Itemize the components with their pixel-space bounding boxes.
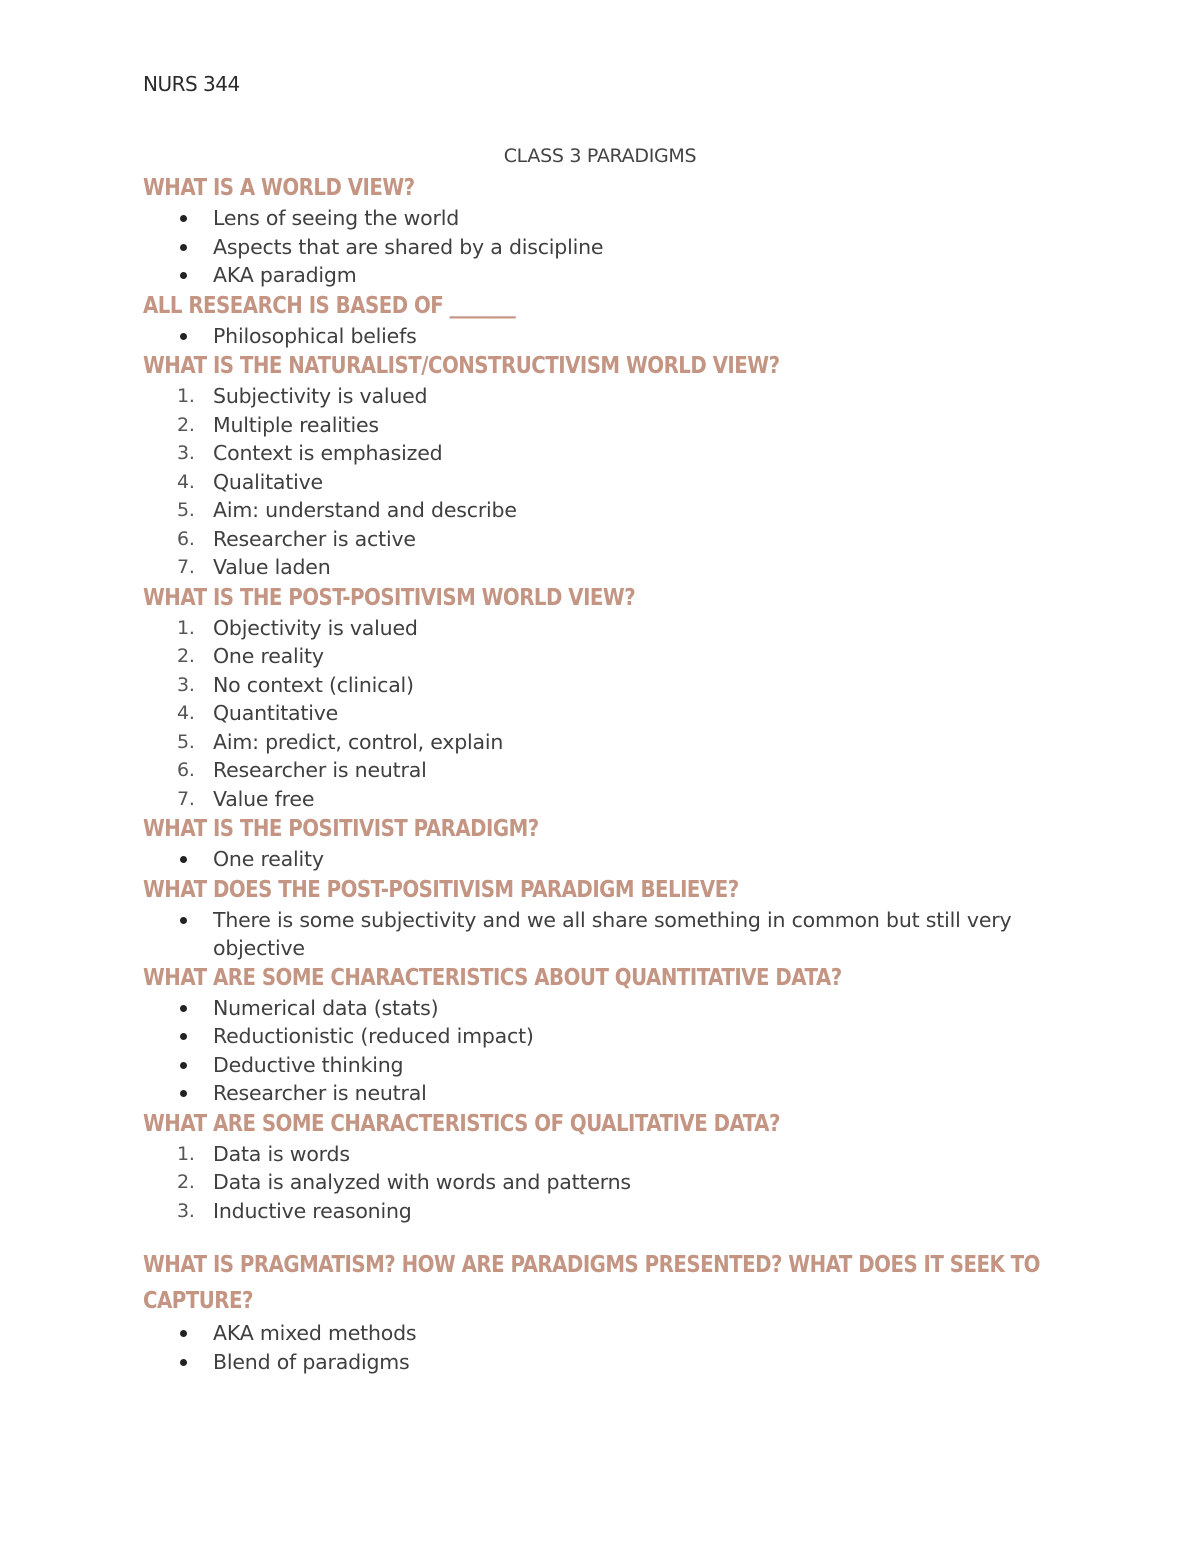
list-item: [143, 906, 1073, 962]
section-heading: WHAT DOES THE POST-POSITIVISM PARADIGM BELIEVE?: [143, 876, 739, 903]
bullet-list: [143, 845, 1073, 874]
bullet-icon: [180, 1330, 187, 1337]
list-item: [143, 1051, 1073, 1080]
list-item-text: Aspects that are shared by a discipline: [213, 234, 604, 259]
bullet-list: [143, 994, 1073, 1108]
list-number: 3.: [177, 442, 195, 464]
list-number: 1.: [177, 616, 195, 639]
list-item: [143, 1319, 1073, 1348]
list-item-text: Aim: predict, control, explain: [213, 729, 504, 754]
list-number: 5.: [177, 730, 195, 753]
list-item-text: Blend of paradigms: [213, 1349, 410, 1374]
numbered-list: [143, 1140, 1073, 1226]
list-item: [143, 728, 1073, 757]
list-item: [143, 261, 1073, 290]
bullet-icon: [180, 917, 187, 924]
bullet-icon: [180, 856, 187, 863]
notes-content: [143, 172, 1073, 1376]
section-heading: WHAT ARE SOME CHARACTERISTICS ABOUT QUANTITATIVE DATA?: [143, 964, 842, 991]
bullet-icon: [180, 215, 187, 222]
list-item-text: Inductive reasoning: [213, 1198, 412, 1223]
list-item-text: Researcher is active: [213, 526, 416, 551]
bullet-icon: [180, 1062, 187, 1069]
section-heading: WHAT ARE SOME CHARACTERISTICS OF QUALITATIVE DATA?: [143, 1110, 780, 1137]
list-item-text: Quantitative: [213, 701, 339, 725]
list-item: [143, 1079, 1073, 1108]
list-item-text: Researcher is neutral: [213, 1081, 427, 1105]
list-item-text: AKA paradigm: [213, 263, 357, 287]
list-item-text: Multiple realities: [213, 412, 379, 437]
list-item: [143, 1022, 1073, 1051]
list-item-text: Philosophical beliefs: [213, 323, 417, 348]
bullet-list: [143, 1319, 1073, 1376]
bullet-icon: [180, 272, 187, 279]
list-item-text: One reality: [213, 847, 324, 871]
list-item-text: Value laden: [213, 555, 331, 579]
list-item-text: Data is words: [213, 1141, 350, 1166]
list-number: 4.: [177, 702, 195, 724]
course-code: NURS 344: [143, 72, 240, 96]
list-item: [143, 994, 1073, 1023]
list-item: [143, 699, 1073, 728]
list-item: [143, 382, 1073, 411]
list-item-text: One reality: [213, 644, 324, 668]
list-number: 6.: [177, 759, 195, 781]
bullet-icon: [180, 1090, 187, 1097]
list-item: [143, 496, 1073, 525]
list-item: [143, 845, 1073, 874]
section-heading: WHAT IS THE POSITIVIST PARADIGM?: [143, 816, 539, 842]
list-item: [143, 322, 1073, 351]
list-item-text: Deductive thinking: [213, 1052, 404, 1077]
section-heading: ALL RESEARCH IS BASED OF _______: [143, 292, 516, 319]
section-heading: WHAT IS A WORLD VIEW?: [143, 175, 415, 201]
list-item-text: Reductionistic (reduced impact): [213, 1024, 534, 1048]
list-item-text: AKA mixed methods: [213, 1321, 417, 1345]
list-number: 6.: [177, 527, 195, 550]
bullet-icon: [180, 244, 187, 251]
list-number: 5.: [177, 499, 195, 521]
list-item: [143, 553, 1073, 582]
list-item: [143, 439, 1073, 468]
section-heading: WHAT IS THE NATURALIST/CONSTRUCTIVISM WORLD VIEW?: [143, 353, 780, 379]
list-item: [143, 642, 1073, 671]
list-item-text: No context (clinical): [213, 672, 414, 697]
bullet-list: [143, 906, 1073, 962]
list-item-text: Numerical data (stats): [213, 995, 439, 1020]
bullet-icon: [180, 333, 187, 340]
list-item-text: Aim: understand and describe: [213, 498, 517, 522]
list-item-text: Researcher is neutral: [213, 758, 427, 782]
list-item-text: Subjectivity is valued: [213, 384, 428, 408]
bullet-list: [143, 322, 1073, 351]
list-item: [143, 671, 1073, 700]
numbered-list: [143, 382, 1073, 582]
list-item: [143, 525, 1073, 554]
list-item: [143, 1140, 1073, 1169]
list-item: [143, 614, 1073, 643]
list-item-text: Context is emphasized: [213, 441, 443, 465]
list-item-text: Lens of seeing the world: [213, 206, 460, 230]
numbered-list: [143, 614, 1073, 814]
list-number: 1.: [177, 385, 195, 407]
section-heading: WHAT IS PRAGMATISM? HOW ARE PARADIGMS PRESENTED? WHAT DOES IT SEEK TO CAPTURE?: [143, 1252, 1040, 1314]
list-item: [143, 1168, 1073, 1197]
document-title: CLASS 3 PARADIGMS: [503, 145, 697, 167]
list-number: 1.: [177, 1142, 195, 1165]
list-number: 2.: [177, 645, 195, 667]
list-item-text: Objectivity is valued: [213, 615, 418, 640]
bullet-list: [143, 204, 1073, 290]
list-item: [143, 1348, 1073, 1377]
list-number: 7.: [177, 556, 195, 578]
bullet-icon: [180, 1359, 187, 1366]
section-heading: WHAT IS THE POST-POSITIVISM WORLD VIEW?: [143, 584, 636, 611]
bullet-icon: [180, 1033, 187, 1040]
list-item-text: Value free: [213, 786, 315, 811]
list-number: 3.: [177, 673, 195, 696]
list-item: [143, 785, 1073, 814]
list-number: 2.: [177, 413, 195, 436]
list-item-text: Qualitative: [213, 469, 323, 494]
list-item: [143, 204, 1073, 233]
list-item: [143, 468, 1073, 497]
list-item-text: Data is analyzed with words and patterns: [213, 1170, 631, 1194]
list-item: [143, 1197, 1073, 1226]
list-item: [143, 756, 1073, 785]
list-number: 3.: [177, 1199, 195, 1222]
list-item-text: There is some subjectivity and we all share something in common but still very objective: [213, 907, 1012, 960]
list-number: 4.: [177, 470, 195, 493]
list-number: 7.: [177, 787, 195, 810]
bullet-icon: [180, 1005, 187, 1012]
list-item: [143, 411, 1073, 440]
list-number: 2.: [177, 1171, 195, 1193]
list-item: [143, 233, 1073, 262]
